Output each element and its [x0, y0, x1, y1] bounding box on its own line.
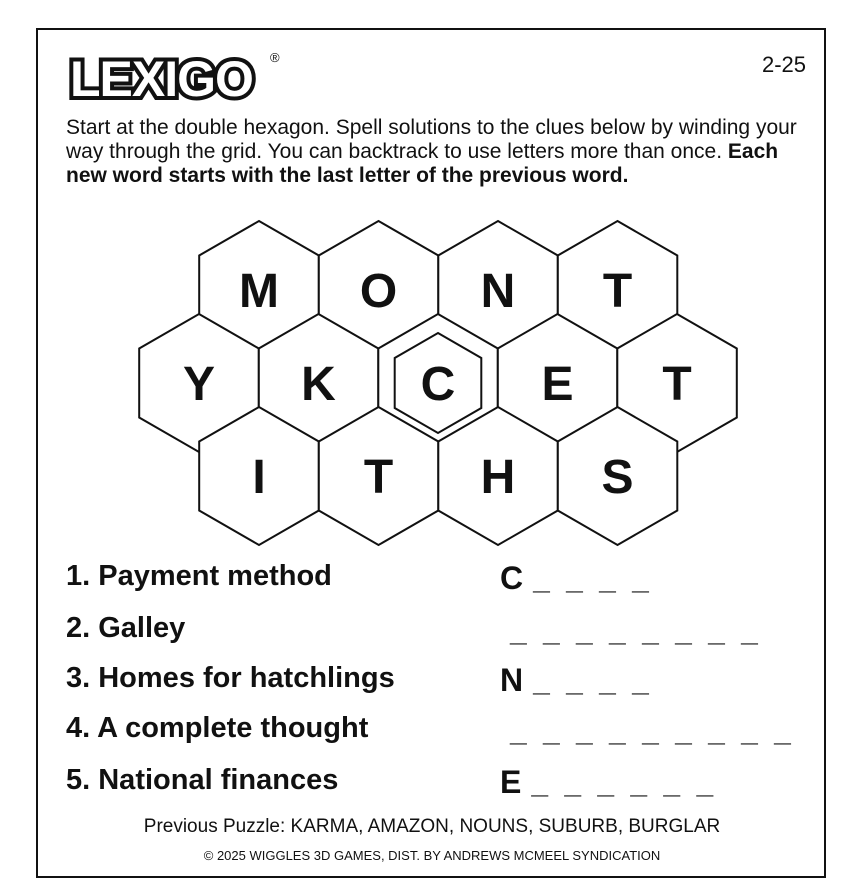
hex-letter: O — [359, 265, 398, 318]
answer-2-blanks: _ _ _ _ _ _ _ _ — [510, 615, 762, 648]
answer-1-blanks: _ _ _ _ — [533, 563, 653, 596]
answer-5[interactable] — [500, 764, 717, 801]
logo-text: LEXIGO — [70, 51, 253, 106]
registered-mark: ® — [270, 50, 280, 65]
answer-2[interactable] — [500, 612, 762, 649]
answer-5-start: E — [500, 764, 522, 800]
answer-5-blanks: _ _ _ _ _ _ — [531, 767, 718, 800]
answer-4[interactable] — [500, 712, 795, 749]
instructions-bold: Each new word starts with the last letter of the previous word. — [66, 140, 779, 187]
answer-1-start: C — [500, 560, 524, 596]
answer-3-start: N — [500, 662, 524, 698]
instructions-text: Start at the double hexagon. Spell solutions to the clues below by winding your way through the grid. You can backtrack to use letters more than once. — [66, 116, 797, 163]
hex-letter: C — [420, 358, 456, 411]
answer-3[interactable] — [500, 662, 653, 699]
hex-letter: T — [363, 451, 394, 504]
answer-3-blanks: _ _ _ _ — [533, 665, 653, 698]
hex-letter: S — [601, 451, 634, 504]
previous-puzzle-answers: Previous Puzzle: KARMA, AMAZON, NOUNS, SUBURB, BURGLAR — [143, 816, 721, 837]
clue-2: 2. Galley — [66, 612, 186, 644]
hex-letter: I — [252, 451, 266, 504]
clue-3: 3. Homes for hatchlings — [66, 662, 395, 694]
lexigo-logo — [64, 46, 304, 106]
answer-1[interactable] — [500, 560, 653, 597]
puzzle-number: 2-25 — [761, 52, 806, 77]
hex-letter: T — [662, 358, 692, 411]
instructions — [66, 116, 806, 188]
hex-letter: T — [602, 265, 633, 318]
hex-letter: Y — [182, 358, 216, 411]
clue-5: 5. National finances — [66, 764, 339, 796]
answer-4-blanks: _ _ _ _ _ _ _ _ _ — [510, 715, 795, 748]
hex-letter: N — [480, 265, 516, 318]
hex-letter: H — [480, 451, 516, 504]
copyright: © 2025 WIGGLES 3D GAMES, DIST. BY ANDREWS MCMEEL SYNDICATION — [203, 848, 661, 863]
hex-letter: E — [541, 358, 574, 411]
clue-1: 1. Payment method — [66, 560, 332, 592]
hex-letter: K — [301, 358, 336, 411]
clue-4: 4. A complete thought — [66, 712, 369, 744]
hex-letter: M — [239, 265, 279, 318]
